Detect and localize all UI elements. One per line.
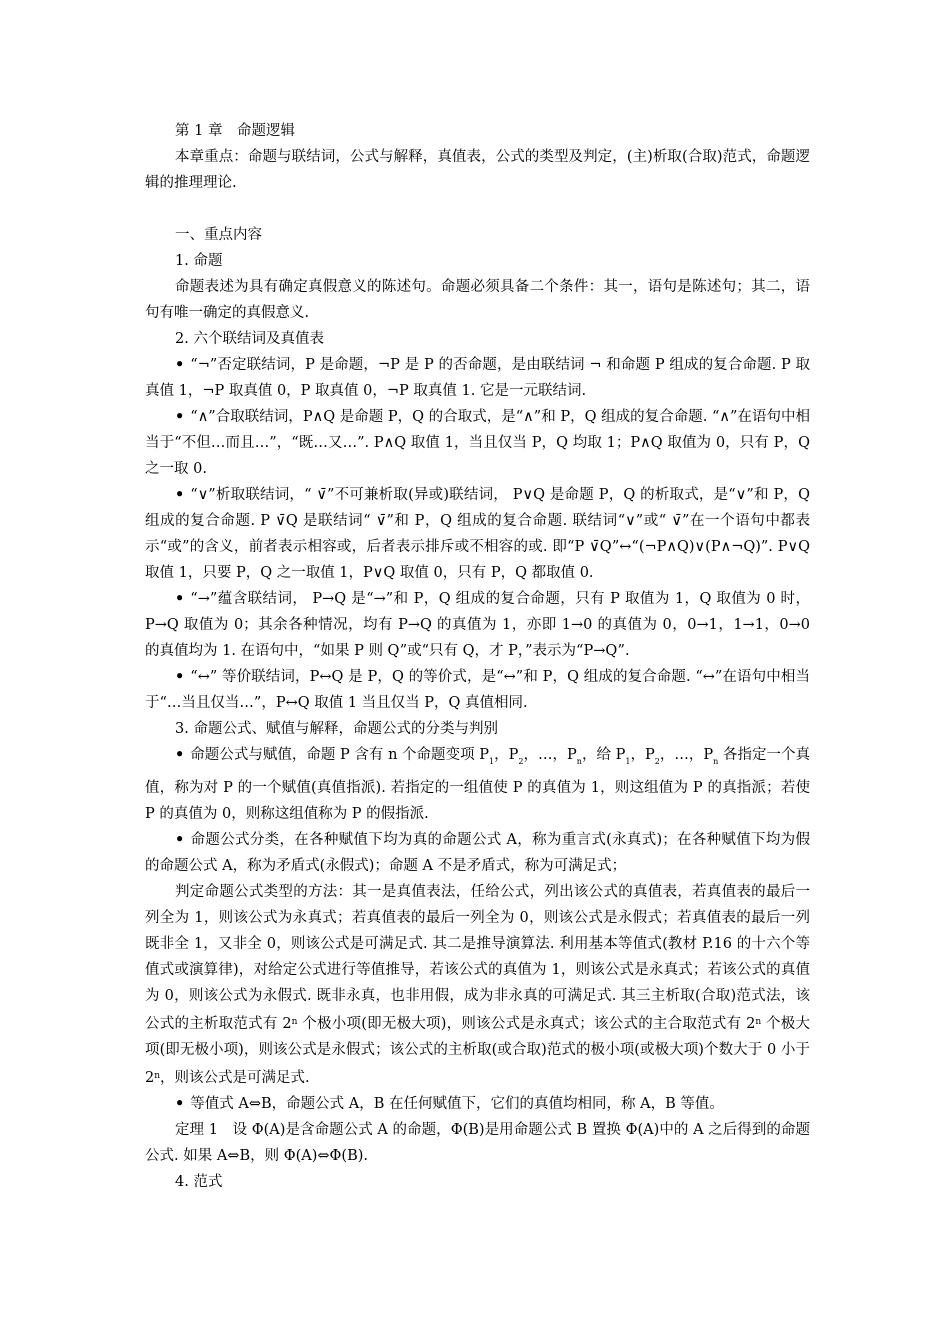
text-run: ，…，P <box>659 747 714 763</box>
subscript: n <box>713 757 719 766</box>
key-points-paragraph: 本章重点：命题与联结词，公式与解释，真值表，公式的类型及判定，(主)析取(合取)范式，命题逻辑的推理理论. <box>145 149 810 191</box>
text-run: ，…，P <box>523 747 577 763</box>
superscript: n <box>291 1017 298 1027</box>
bullet-implication <box>145 586 810 664</box>
document-body <box>145 118 810 1195</box>
subheading-normal-forms: 4. 范式 <box>175 1174 223 1190</box>
subscript: 2 <box>654 757 660 766</box>
bullet-assignment <box>145 742 810 827</box>
bullet-icon: • <box>175 356 185 373</box>
subscript: 1 <box>488 757 495 766</box>
text-run: ，P <box>494 747 519 763</box>
spacer <box>145 196 810 222</box>
bullet-text: “→”蕴含联结词， P→Q 是“→”和 P，Q 组成的复合命题，只有 P 取值为 1，Q 取值为 0 时，P→Q 取值为 0；其余各种情况，均有 P→Q 的真值为 1，亦即 1→0 的真值为 0，0→1，1→1，0→0 的真值均为 1. 在语句中，“如果 P 则 Q”或“只有 Q，才 P，”表示为“P→Q”. <box>145 591 810 659</box>
text-run: ，给 P <box>581 747 626 763</box>
bullet-text: “∧”合取联结词，P∧Q 是命题 P，Q 的合取式，是“∧”和 P，Q 组成的复合命题. “∧”在语句中相当于“不但…而且…”，“既…又…”. P∧Q 取值 1，当且仅当 P，Q 均取 1；P∧Q 取值为 0，只有 P，Q 之一取 0. <box>145 409 810 477</box>
text-run: 命题公式与赋值，命题 P 含有 n 个命题变项 P <box>190 747 489 763</box>
superscript: n <box>755 1017 762 1027</box>
subscript: n <box>576 757 582 766</box>
bullet-conjunction <box>145 404 810 482</box>
bullet-icon: • <box>175 486 185 503</box>
bullet-text: “∨”析取联结词，“ ∨̄”不可兼析取(异或)联结词， P∨Q 是命题 P，Q 的析取式，是“∨”和 P，Q 组成的复合命题. P ∨̄Q 是联结词“ ∨̄”和 P，Q 组成的复合命题. 联结词“∨”或“ ∨̄”在一个语句中都表示“或”的含义，前者表示相容或，后者表示排斥或不相容的或. 即“P ∨̄Q”↔“(¬P∧Q)∨(P∧¬Q)”. P∨Q 取值 1，只要 P，Q 之一取值 1，P∨Q 取值 0，只有 P，Q 都取值 0. <box>145 487 810 581</box>
subheading-formulas: 3. 命题公式、赋值与解释，命题公式的分类与判别 <box>175 721 498 737</box>
bullet-text: “↔” 等价联结词，P↔Q 是 P，Q 的等价式，是“↔”和 P，Q 组成的复合命题. “↔”在语句中相当于“…当且仅当…”，P↔Q 取值 1 当且仅当 P，Q 真值相同. <box>145 669 810 711</box>
superscript: n <box>154 1071 161 1081</box>
bullet-icon: • <box>175 668 185 685</box>
subscript: 1 <box>625 757 631 766</box>
bullet-disjunction <box>145 482 810 586</box>
bullet-icon: • <box>175 831 185 848</box>
text-run: 个极大项(即无极小项)，则该公式是永假式；该公式的主析取(或合取)范式的极小项(或极大项)个数大于 0 小于 2 <box>145 1016 810 1086</box>
text-run: 判定命题公式类型的方法：其一是真值表法，任给公式，列出该公式的真值表，若真值表的最后一列全为 1，则该公式为永真式；若真值表的最后一列全为 0，则该公式是永假式；若真值表的最后一列既非全 1，又非全 0，则该公式是可满足式. 其二是推导演算法. 利用基本等值式(教材 P.16 的十六个等值式或演算律)，对给定公式进行等值推导，若该公式的真值为 1，则该公式是永真式；若该公式的真值为 0，则该公式为永假式. 既非永真，也非用假，成为非永真的可满足式. 其三主析取(合取)范式法，该公式的主析取范式有 2 <box>145 884 810 1032</box>
proposition-paragraph: 命题表述为具有确定真假意义的陈述句。命题必须具备二个条件：其一，语句是陈述句；其二，语句有唯一确定的真假意义. <box>145 279 810 321</box>
bullet-text: 等值式 A⇔B，命题公式 A，B 在任何赋值下，它们的真值均相同，称 A，B 等值。 <box>190 1096 724 1112</box>
bullet-icon: • <box>175 1095 185 1112</box>
bullet-icon: • <box>175 408 185 425</box>
subheading-connectives: 2. 六个联结词及真值表 <box>175 331 324 347</box>
bullet-icon: • <box>175 590 185 607</box>
chapter-title: 第 1 章 命题逻辑 <box>175 123 295 139</box>
bullet-negation <box>145 352 810 404</box>
bullet-text: “¬”否定联结词，P 是命题，¬P 是 P 的否命题，是由联结词 ¬ 和命题 P 组成的复合命题. P 取真值 1，¬P 取真值 0，P 取真值 0，¬P 取真值 1. 它是一元联结词. <box>145 357 810 399</box>
bullet-equivalence-connective <box>145 664 810 716</box>
text-run: 各指定一个真值，称为对 P 的一个赋值(真值指派). 若指定的一组值使 P 的真值为 1，则这组值为 P 的真指派；若使 P 的真值为 0，则称这组值称为 P 的假指派. <box>145 747 810 822</box>
bullet-icon: • <box>175 746 185 763</box>
bullet-equivalent-formula <box>145 1091 810 1117</box>
text-run: ，则该公式是可满足式. <box>160 1070 310 1086</box>
theorem-1: 定理 1 设 Φ(A)是含命题公式 A 的命题，Φ(B)是用命题公式 B 置换 Φ(A)中的 A 之后得到的命题公式. 如果 A⇔B，则 Φ(A)⇔Φ(B). <box>145 1122 810 1164</box>
subheading-proposition: 1. 命题 <box>175 253 223 269</box>
section-heading: 一、重点内容 <box>175 227 262 243</box>
bullet-text: 命题公式分类，在各种赋值下均为真的命题公式 A，称为重言式(永真式)；在各种赋值下均为假的命题公式 A，称为矛盾式(永假式)；命题 A 不是矛盾式，称为可满足式； <box>145 832 810 874</box>
text-run: 个极小项(即无极大项)，则该公式是永真式；该公式的主合取范式有 2 <box>297 1016 756 1032</box>
subscript: 2 <box>518 757 524 766</box>
judgement-paragraph <box>145 879 810 1091</box>
text-run: ，P <box>630 747 655 763</box>
bullet-classification <box>145 827 810 879</box>
